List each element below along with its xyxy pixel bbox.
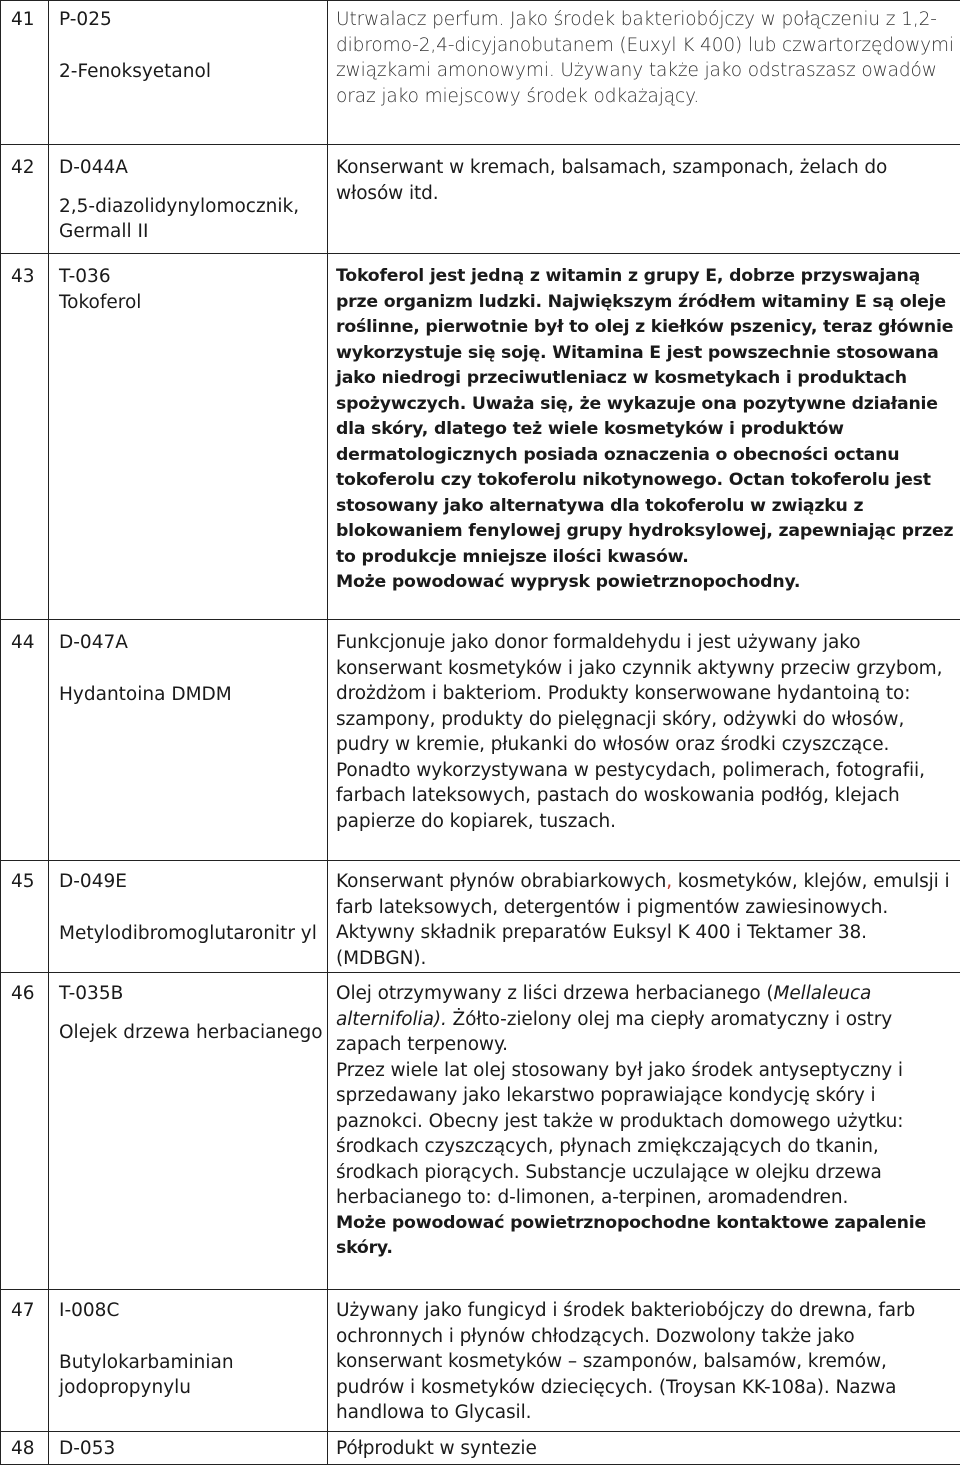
description-part: Olej otrzymywany z liści drzewa herbacianego ( [336,983,774,1004]
description-text: Półprodukt w syntezie [336,1438,537,1459]
substance-name: Tokoferol [59,291,142,313]
description-text: Konserwant w kremach, balsamach, szamponach, żelach do włosów itd. [336,157,888,204]
description-part: kosmetyków, klejów, emulsji i farb lateksowych, detergentów i pigmentów zawiesinowych. Aktywny składnik preparatów Euksyl K 400 i Tektamer 38. (MDBGN). [336,871,950,969]
substance-name: 2,5-diazolidynylomocznik, Germall II [59,195,300,242]
substance-description [328,1,960,145]
substance-description [328,973,960,1290]
substance-description [328,861,960,973]
row-number: 45 [1,861,49,973]
row-number: 48 [1,1432,49,1465]
table-row [1,1432,960,1465]
substance-code: P-025 [59,9,112,30]
substance-description [328,1432,960,1465]
substance-cell [49,620,328,861]
table-row [1,254,960,620]
substance-cell [49,973,328,1290]
substance-description [328,254,960,620]
substance-code: D-053 [59,1438,116,1459]
substance-cell [49,1432,328,1465]
highlighted-comma: , [666,871,672,892]
substance-cell [49,145,328,254]
warning-text: Może powodować wyprysk powietrznopochodny. [336,572,801,592]
substance-cell [49,1,328,145]
table-row [1,861,960,973]
description-text: Utrwalacz perfum. Jako środek bakteriobójczy w połączeniu z 1,2-dibromo-2,4-dicyjanobutanem (Euxyl K 400) lub czwartorzędowymi związkami amonowymi. Używany także jako odstraszasz owadów oraz jako miejscowy środek odkażający. [336,9,954,107]
table-row [1,973,960,1290]
row-number: 41 [1,1,49,145]
substance-name: Butylokarbaminian jodopropynylu [59,1351,234,1398]
row-number: 43 [1,254,49,620]
substance-code: D-049E [59,871,127,892]
table-row [1,1290,960,1432]
row-number: 42 [1,145,49,254]
substance-description [328,1290,960,1432]
row-number: 47 [1,1290,49,1432]
description-part: Żółto-zielony olej ma ciepły aromatyczny i ostry zapach terpenowy. [336,1008,893,1055]
description-part: Konserwant płynów obrabiarkowych [336,871,667,892]
substance-name: Metylodibromoglutaronitr yl [59,922,317,944]
latin-name: Mellaleuca alternifolia). [336,983,872,1030]
substance-description [328,145,960,254]
substance-name: Hydantoina DMDM [59,683,232,705]
table-row [1,620,960,861]
substance-code: T-036 [59,266,111,287]
substance-cell [49,1290,328,1432]
substance-cell [49,861,328,973]
substance-name: Olejek drzewa herbacianego [59,1021,323,1043]
warning-text: Może powodować powietrznopochodne kontaktowe zapalenie skóry. [336,1212,927,1258]
substance-code: D-044A [59,157,128,178]
substance-description [328,620,960,861]
substance-code: D-047A [59,632,128,653]
description-text [336,869,954,971]
description-text [336,981,954,1058]
row-number: 46 [1,973,49,1290]
description-text: Tokoferol jest jedną z witamin z grupy E, dobrze przyswajaną prze organizm ludzki. Największym źródłem witaminy E są oleje roślinne, pierwotnie był to olej z kiełków pszenicy, teraz głównie wykorzystuje się soję. Witamina E jest powszechnie stosowana jako niedrogi przeciwutleniacz w kosmetykach i produktach spożywczych. Uważa się, że wykazuje ona pozytywne działanie dla skóry, dlatego też wiele kosmetyków i produktów dermatologicznych posiada oznaczenia o obecności octanu tokoferolu czy tokoferolu nikotynowego. Octan tokoferolu jest stosowany jako alternatywa dla tokoferolu w związku z blokowaniem fenylowej grupy hydroksylowej, zapewniając przez to produkcje mniejsze ilości kwasów. [336,266,954,567]
description-text: Używany jako fungicyd i środek bakteriobójczy do drewna, farb ochronnych i płynów chłodzących. Dozwolony także jako konserwant kosmetyków – szamponów, balsamów, kremów, pudrów i kosmetyków dziecięcych. (Troysan KK-108a). Nazwa handlowa to Glycasil. [336,1300,916,1423]
table-row [1,145,960,254]
description-text: Funkcjonuje jako donor formaldehydu i jest używany jako konserwant kosmetyków i jako czynnik aktywny przeciw grzybom, drożdżom i bakteriom. Produkty konserwowane hydantoiną to: szampony, produkty do pielęgnacji skóry, odżywki do włosów, pudry w kremie, płukanki do włosów oraz środki czyszczące. Ponadto wykorzystywana w pestycydach, polimerach, fotografii, farbach lateksowych, pastach do woskowania podłóg, klejach papierze do kopiarek, tuszach. [336,632,943,832]
substance-cell [49,254,328,620]
substance-name: 2-Fenoksyetanol [59,60,211,82]
row-number: 44 [1,620,49,861]
substance-code: I-008C [59,1300,120,1321]
description-text: Przez wiele lat olej stosowany był jako środek antyseptyczny i sprzedawany jako lekarstwo poprawiające kondycję skóry i paznokci. Obecny jest także w produktach domowego użytku: środkach czyszczących, płynach zmiękczających do tkanin, środkach piorących. Substancje uczulające w olejku drzewa herbacianego to: d-limonen, a-terpinen, aromadendren. [336,1059,904,1208]
table-row [1,1,960,145]
substance-code: T-035B [59,983,124,1004]
